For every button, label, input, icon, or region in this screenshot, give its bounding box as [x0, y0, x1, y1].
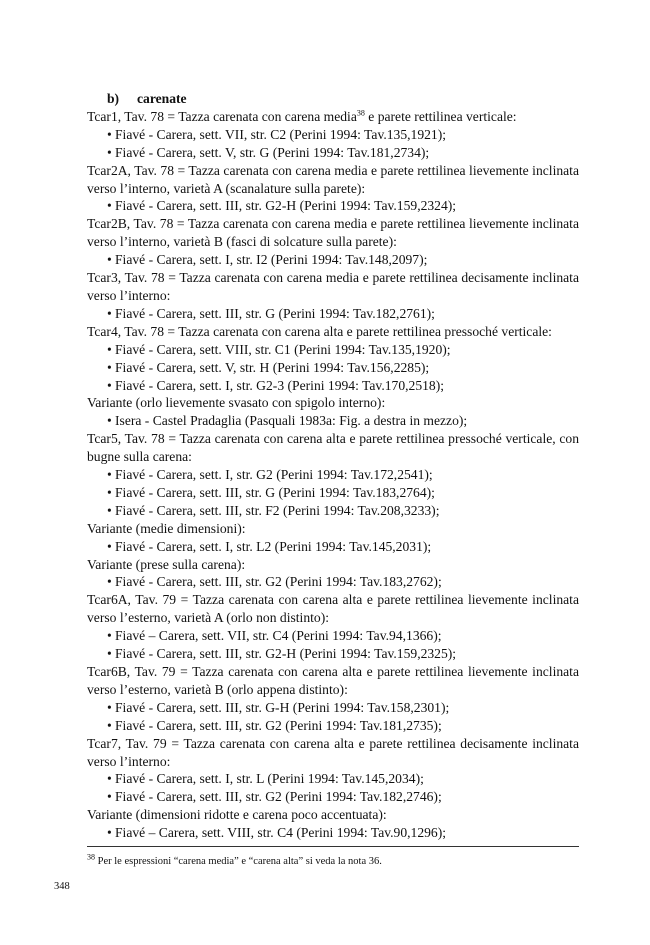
- bullet-icon: •: [107, 502, 112, 518]
- type-entry: [87, 663, 579, 699]
- type-entry: [87, 108, 579, 126]
- section-label: b): [107, 91, 120, 106]
- footnote-reference: 38: [356, 108, 365, 118]
- bullet-icon: •: [107, 413, 112, 429]
- bullet-icon: •: [107, 771, 112, 787]
- page-number: 348: [54, 881, 70, 892]
- bullet-icon: •: [107, 825, 112, 841]
- site-reference-text: Fiavé - Carera, sett. III, str. G2 (Perini 1994: Tav.183,2762);: [115, 574, 442, 590]
- site-reference-text: Fiavé - Carera, sett. V, str. H (Perini 1994: Tav.156,2285);: [115, 359, 430, 375]
- site-reference: [87, 788, 579, 806]
- site-reference: [87, 197, 579, 215]
- type-entry: [87, 430, 579, 466]
- site-reference: [87, 126, 579, 144]
- site-reference: [87, 466, 579, 484]
- type-entry: [87, 394, 579, 412]
- site-reference: [87, 502, 579, 520]
- site-reference-text: Fiavé - Carera, sett. III, str. G (Perini 1994: Tav.183,2764);: [115, 484, 435, 500]
- type-entry: [87, 162, 579, 198]
- bullet-icon: •: [107, 144, 112, 160]
- type-entry-text: Tcar6B, Tav. 79 = Tazza carenata con carena alta e parete rettilinea lievemente inclinata verso l’esterno, varietà B (orlo appena distinto):: [87, 664, 579, 697]
- body-text: [87, 90, 579, 842]
- type-entry-text: Variante (orlo lievemente svasato con spigolo interno):: [87, 395, 386, 411]
- type-entry: [87, 735, 579, 771]
- bullet-icon: •: [107, 305, 112, 321]
- site-reference: [87, 627, 579, 645]
- site-reference: [87, 699, 579, 717]
- site-reference-text: Fiavé - Carera, sett. III, str. G2-H (Perini 1994: Tav.159,2324);: [115, 198, 457, 214]
- site-reference-text: Fiavé - Carera, sett. I, str. I2 (Perini 1994: Tav.148,2097);: [115, 252, 428, 268]
- type-entry-text: Tcar7, Tav. 79 = Tazza carenata con carena alta e parete rettilinea decisamente inclinata verso l’interno:: [87, 735, 579, 769]
- type-entry-text: Tcar6A, Tav. 79 = Tazza carenata con carena alta e parete rettilinea lievemente inclinata verso l’esterno, varietà A (orlo non distinto):: [87, 592, 579, 626]
- bullet-icon: •: [107, 359, 112, 375]
- bullet-icon: •: [107, 198, 112, 214]
- bullet-icon: •: [107, 538, 112, 554]
- site-reference-text: Fiavé - Carera, sett. III, str. G (Perini 1994: Tav.182,2761);: [115, 305, 435, 321]
- site-reference: [87, 573, 579, 591]
- type-entry-text: Tcar5, Tav. 78 = Tazza carenata con carena alta e parete rettilinea pressoché verticale, con bugne sulla carena:: [87, 431, 579, 465]
- footnote: [87, 852, 579, 868]
- type-entry: [87, 215, 579, 251]
- bullet-icon: •: [107, 646, 112, 662]
- site-reference: [87, 645, 579, 663]
- bullet-icon: •: [107, 789, 112, 805]
- type-entry: [87, 520, 579, 538]
- type-entry-text: Tcar2A, Tav. 78 = Tazza carenata con carena media e parete rettilinea lievemente inclinata verso l’interno, varietà A (scanalature sulla parete):: [87, 162, 579, 196]
- bullet-icon: •: [107, 574, 112, 590]
- footnote-divider: [87, 846, 579, 847]
- site-reference: [87, 251, 579, 269]
- bullet-icon: •: [107, 484, 112, 500]
- site-reference: [87, 824, 579, 842]
- bullet-icon: •: [107, 126, 112, 142]
- site-reference-text: Fiavé – Carera, sett. VIII, str. C4 (Perini 1994: Tav.90,1296);: [115, 825, 447, 841]
- site-reference: [87, 717, 579, 735]
- site-reference: [87, 359, 579, 377]
- bullet-icon: •: [107, 467, 112, 483]
- type-entry-text: Variante (medie dimensioni):: [87, 520, 246, 536]
- site-reference-text: Fiavé - Carera, sett. III, str. F2 (Perini 1994: Tav.208,3233);: [115, 502, 440, 518]
- site-reference: [87, 412, 579, 430]
- footnote-number: 38: [87, 852, 95, 862]
- site-reference: [87, 484, 579, 502]
- footnote-text: Per le espressioni “carena media” e “carena alta” si veda la nota 36.: [95, 856, 382, 867]
- type-entry-text: Tcar4, Tav. 78 = Tazza carenata con carena alta e parete rettilinea pressoché verticale:: [87, 323, 552, 339]
- type-entry-text: Variante (prese sulla carena):: [87, 556, 246, 572]
- site-reference: [87, 341, 579, 359]
- bullet-icon: •: [107, 252, 112, 268]
- site-reference-text: Fiavé - Carera, sett. I, str. L2 (Perini 1994: Tav.145,2031);: [115, 538, 432, 554]
- type-entry: [87, 323, 579, 341]
- bullet-icon: •: [107, 341, 112, 357]
- type-entry: [87, 806, 579, 824]
- site-reference: [87, 144, 579, 162]
- site-reference: [87, 538, 579, 556]
- site-reference-text: Fiavé - Carera, sett. I, str. L (Perini 1994: Tav.145,2034);: [115, 771, 424, 787]
- site-reference-text: Fiavé - Carera, sett. III, str. G2 (Perini 1994: Tav.182,2746);: [115, 789, 442, 805]
- type-entry-text: Tcar3, Tav. 78 = Tazza carenata con carena media e parete rettilinea decisamente inclinata verso l’interno:: [87, 270, 579, 303]
- bullet-icon: •: [107, 377, 112, 393]
- site-reference-text: Fiavé – Carera, sett. VII, str. C4 (Perini 1994: Tav.94,1366);: [115, 628, 442, 644]
- site-reference: [87, 377, 579, 395]
- site-reference-text: Fiavé - Carera, sett. III, str. G-H (Perini 1994: Tav.158,2301);: [115, 699, 450, 715]
- type-entry: [87, 556, 579, 574]
- site-reference-text: Fiavé - Carera, sett. VIII, str. C1 (Perini 1994: Tav.135,1920);: [115, 341, 451, 357]
- site-reference-text: Fiavé - Carera, sett. VII, str. C2 (Perini 1994: Tav.135,1921);: [115, 126, 447, 142]
- type-entry: [87, 269, 579, 305]
- bullet-icon: •: [107, 628, 112, 644]
- site-reference-text: Fiavé - Carera, sett. I, str. G2 (Perini 1994: Tav.172,2541);: [115, 467, 433, 483]
- bullet-icon: •: [107, 699, 112, 715]
- site-reference: [87, 305, 579, 323]
- type-entry-text: Tcar2B, Tav. 78 = Tazza carenata con carena media e parete rettilinea lievemente inclinata verso l’interno, varietà B (fasci di solcature sulla parete):: [87, 216, 579, 250]
- site-reference: [87, 770, 579, 788]
- type-entry-text: Variante (dimensioni ridotte e carena poco accentuata):: [87, 807, 387, 823]
- bullet-icon: •: [107, 717, 112, 733]
- site-reference-text: Fiavé - Carera, sett. III, str. G2 (Perini 1994: Tav.181,2735);: [115, 717, 442, 733]
- section-heading: [87, 90, 579, 108]
- site-reference-text: Fiavé - Carera, sett. V, str. G (Perini 1994: Tav.181,2734);: [115, 144, 430, 160]
- section-title: carenate: [137, 91, 187, 106]
- type-entry-text-continued: e parete rettilinea verticale:: [364, 108, 517, 124]
- type-entry: [87, 591, 579, 627]
- type-entry-text: Tcar1, Tav. 78 = Tazza carenata con carena media: [87, 108, 357, 124]
- site-reference-text: Isera - Castel Pradaglia (Pasquali 1983a: Fig. a destra in mezzo);: [115, 413, 468, 429]
- site-reference-text: Fiavé - Carera, sett. III, str. G2-H (Perini 1994: Tav.159,2325);: [115, 646, 457, 662]
- catalogue-list: [87, 108, 579, 842]
- site-reference-text: Fiavé - Carera, sett. I, str. G2-3 (Perini 1994: Tav.170,2518);: [115, 377, 445, 393]
